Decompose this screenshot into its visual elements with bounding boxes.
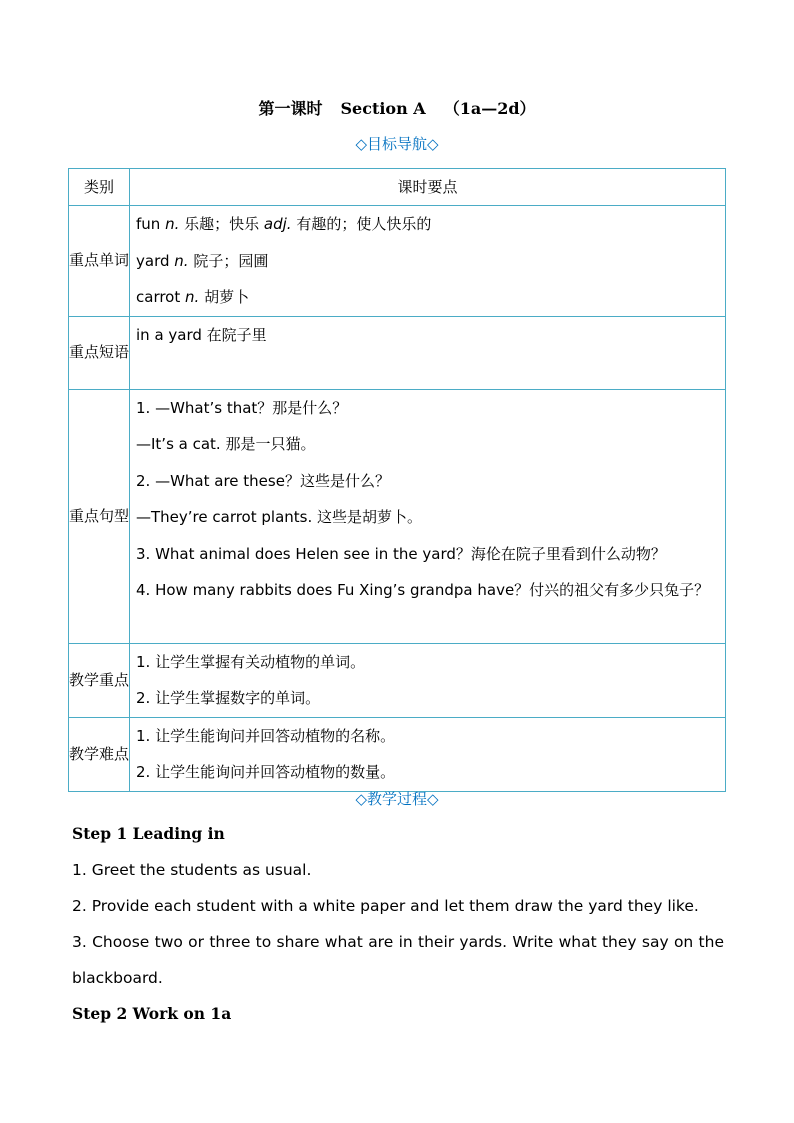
step-title: Step 1 Leading in [72,824,225,843]
sentence-line: —They’re carrot plants. 这些是胡萝卜。 [136,508,423,526]
objective-line: 2. 让学生掌握数字的单词。 [136,689,321,707]
table-row [69,206,726,317]
step-item: 1. Greet the students as usual. [72,861,312,879]
table-row [69,717,726,791]
lesson-title [0,96,794,119]
category-cell: 教学难点 [69,717,130,791]
process-body [72,816,724,1032]
table-row [69,389,726,643]
step-item: 3. Choose two or three to share what are in their yards. Write what they say on the blackboard. [72,933,724,987]
header-points: 课时要点 [130,169,726,206]
table-row [69,316,726,389]
objective-line: 1. 让学生掌握有关动植物的单词。 [136,652,366,671]
difficulty-line: 2. 让学生能询问并回答动植物的数量。 [136,763,396,781]
category-cell: 重点单词 [69,206,130,317]
process-heading: ◇教学过程◇ [355,790,439,808]
sentence-line: 4. How many rabbits does Fu Xing’s grandpa have？付兴的祖父有多少只兔子？ [136,581,710,599]
goal-heading: ◇目标导航◇ [355,135,439,153]
section-range: （1a—2d） [443,99,536,118]
sentence-line: 3. What animal does Helen see in the yard？海伦在院子里看到什么动物？ [136,544,666,563]
sentence-line: —It’s a cat. 那是一只猫。 [136,435,316,453]
category-cell: 教学重点 [69,643,130,717]
lesson-plan-table [68,168,726,792]
content-cell [130,389,726,643]
vocab-line: carrot n. 胡萝卜 [136,288,250,306]
header-category: 类别 [69,169,130,206]
content-cell [130,717,726,791]
content-cell [130,206,726,317]
lesson-number: 第一课时 [258,99,323,118]
sentence-line: 1. —What’s that？那是什么？ [136,398,348,417]
table-row [69,643,726,717]
content-cell [130,316,726,389]
difficulty-line: 1. 让学生能询问并回答动植物的名称。 [136,726,396,745]
category-cell: 重点句型 [69,389,130,643]
phrase-line: in a yard 在院子里 [136,325,267,344]
vocab-line: yard n. 院子；园圃 [136,251,269,270]
step-item: 2. Provide each student with a white paper and let them draw the yard they like. [72,897,699,915]
section-name: Section A [340,99,426,118]
category-cell: 重点短语 [69,316,130,389]
content-cell [130,643,726,717]
table-header-row [69,169,726,206]
step-title: Step 2 Work on 1a [72,1004,232,1023]
sentence-line: 2. —What are these？这些是什么？ [136,471,390,490]
vocab-line: fun n. 乐趣；快乐 adj. 有趣的；使人快乐的 [136,215,432,233]
